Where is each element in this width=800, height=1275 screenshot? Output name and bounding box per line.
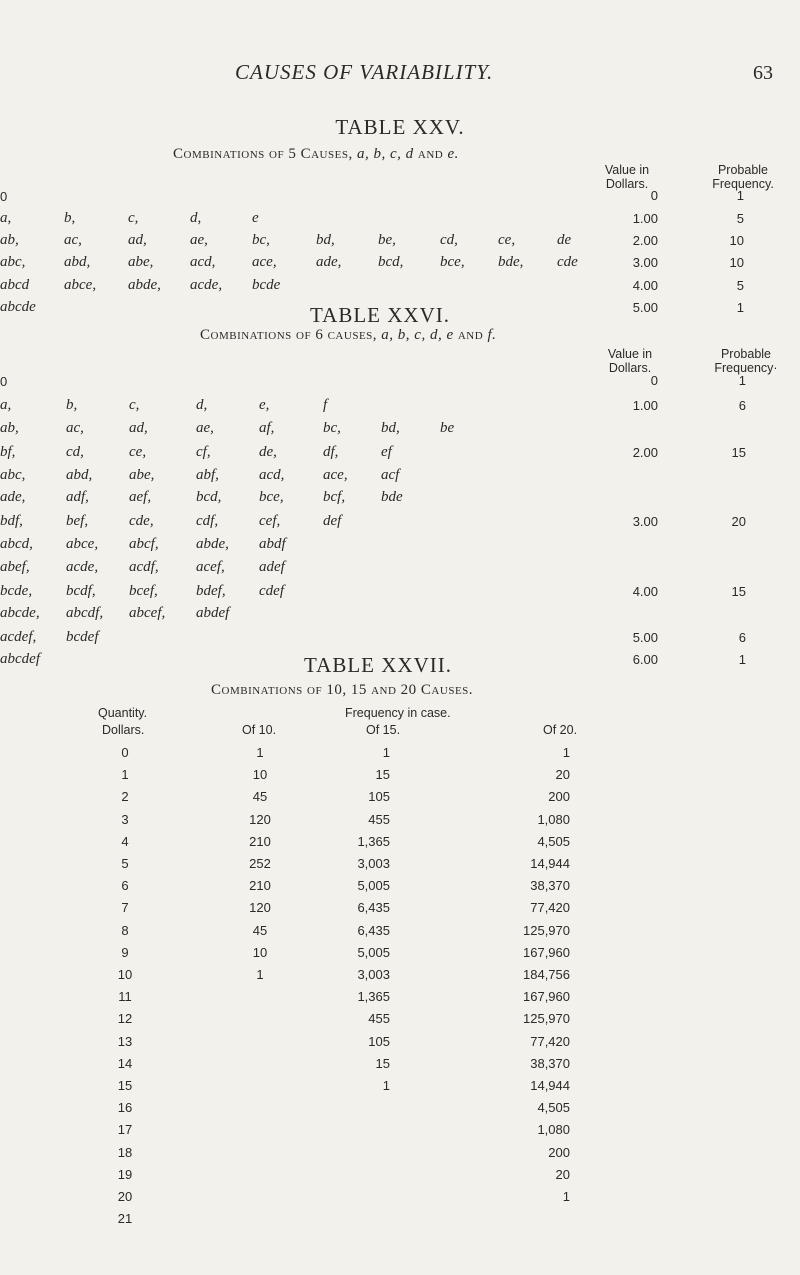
table-25-subtitle-and: and bbox=[417, 146, 444, 162]
page-number: 63 bbox=[753, 62, 773, 84]
of20-cell: 38,370 bbox=[530, 878, 570, 893]
table-25-subtitle bbox=[173, 146, 459, 163]
quantity-cell: 14 bbox=[117, 1056, 133, 1071]
quantity-cell: 19 bbox=[117, 1167, 133, 1182]
combination-cell: bd, bbox=[381, 420, 400, 436]
combination-cell: be bbox=[440, 420, 455, 436]
combination-cell: abd, bbox=[66, 467, 93, 483]
combination-cell: ade, bbox=[0, 489, 26, 505]
table-26-header-frequency: Probable Frequency· bbox=[714, 347, 778, 375]
of15-cell: 3,003 bbox=[357, 856, 390, 871]
value-cell: 2.00 bbox=[632, 445, 658, 460]
of15-cell: 105 bbox=[368, 789, 390, 804]
value-cell: 5.00 bbox=[632, 630, 658, 645]
of15-cell: 6,435 bbox=[357, 923, 390, 938]
combination-cell: ade, bbox=[316, 254, 342, 270]
combination-cell: ce, bbox=[498, 232, 516, 248]
of10-cell: 1 bbox=[256, 967, 264, 982]
combination-cell: bce, bbox=[259, 489, 284, 505]
combination-cell: abe, bbox=[129, 467, 155, 483]
combination-cell: bc, bbox=[252, 232, 270, 248]
table-27-header-of20: Of 20. bbox=[543, 723, 578, 737]
combination-cell: abc, bbox=[0, 254, 26, 270]
combination-cell: abcde, bbox=[0, 605, 40, 621]
of20-cell: 184,756 bbox=[523, 967, 570, 982]
combination-cell: df, bbox=[323, 444, 339, 460]
combination-cell: d, bbox=[190, 210, 202, 226]
of20-cell: 1 bbox=[562, 745, 570, 760]
combination-cell: cde, bbox=[129, 513, 154, 529]
combination-cell: ae, bbox=[196, 420, 214, 436]
combination-cell: ace, bbox=[323, 467, 348, 483]
table-27-header-frequency: Frequency in case. bbox=[345, 706, 451, 720]
combination-cell: abdef bbox=[196, 605, 230, 621]
quantity-cell: 10 bbox=[117, 967, 133, 982]
combination-cell: bf, bbox=[0, 444, 16, 460]
combination-cell: af, bbox=[259, 420, 275, 436]
combination-cell: abcdf, bbox=[66, 605, 104, 621]
table-25-header-value: Value in Dollars. bbox=[604, 163, 650, 191]
combination-cell: ac, bbox=[66, 420, 84, 436]
of10-cell: 210 bbox=[249, 834, 271, 849]
combination-cell: abc, bbox=[0, 467, 26, 483]
combination-cell: be, bbox=[378, 232, 396, 248]
combination-cell: ad, bbox=[129, 420, 148, 436]
combination-cell: acdef, bbox=[0, 629, 37, 645]
combination-cell: ace, bbox=[252, 254, 277, 270]
combination-cell: ad, bbox=[128, 232, 147, 248]
quantity-cell: 6 bbox=[121, 878, 129, 893]
combination-cell: abcd bbox=[0, 277, 30, 293]
quantity-cell: 21 bbox=[117, 1211, 133, 1226]
combination-cell: abde, bbox=[196, 536, 229, 552]
quantity-cell: 5 bbox=[121, 856, 129, 871]
combination-cell: bcef, bbox=[129, 583, 158, 599]
frequency-cell: 1 bbox=[738, 652, 746, 667]
combination-cell: acde, bbox=[66, 559, 99, 575]
combination-cell: bd, bbox=[316, 232, 335, 248]
combination-cell: bcf, bbox=[323, 489, 346, 505]
table-27-header-of10: Of 10. bbox=[242, 723, 277, 737]
combination-cell: e bbox=[252, 210, 259, 226]
quantity-cell: 3 bbox=[121, 812, 129, 827]
combination-cell: bc, bbox=[323, 420, 341, 436]
value-cell: 1.00 bbox=[632, 211, 658, 226]
quantity-cell: 7 bbox=[121, 900, 129, 915]
combination-cell: f bbox=[323, 397, 328, 413]
of20-cell: 200 bbox=[548, 789, 570, 804]
of15-cell: 1,365 bbox=[357, 989, 390, 1004]
combination-cell: de, bbox=[259, 444, 277, 460]
combination-cell: abce, bbox=[64, 277, 97, 293]
combination-cell: cde bbox=[557, 254, 578, 270]
combination-cell: 0 bbox=[0, 189, 8, 204]
combination-cell: cef, bbox=[259, 513, 281, 529]
of20-cell: 14,944 bbox=[530, 1078, 570, 1093]
of10-cell: 120 bbox=[249, 900, 271, 915]
table-25-header-frequency: Probable Frequency. bbox=[712, 163, 774, 191]
combination-cell: abe, bbox=[128, 254, 154, 270]
combination-cell: b, bbox=[64, 210, 76, 226]
combination-cell: bde bbox=[381, 489, 403, 505]
value-cell: 5.00 bbox=[632, 300, 658, 315]
quantity-cell: 9 bbox=[121, 945, 129, 960]
of20-cell: 1,080 bbox=[537, 1122, 570, 1137]
value-cell: 3.00 bbox=[632, 514, 658, 529]
combination-cell: d, bbox=[196, 397, 208, 413]
table-26-subtitle-prefix: Combinations of 6 causes, bbox=[200, 327, 378, 343]
frequency-cell: 15 bbox=[731, 584, 746, 599]
of20-cell: 1,080 bbox=[537, 812, 570, 827]
value-cell: 4.00 bbox=[632, 584, 658, 599]
combination-cell: abcf, bbox=[129, 536, 159, 552]
frequency-cell: 6 bbox=[738, 398, 746, 413]
of15-cell: 1,365 bbox=[357, 834, 390, 849]
combination-cell: abcdef bbox=[0, 651, 40, 667]
of20-cell: 38,370 bbox=[530, 1056, 570, 1071]
combination-cell: acdf, bbox=[129, 559, 159, 575]
quantity-cell: 11 bbox=[118, 989, 132, 1004]
quantity-cell: 4 bbox=[121, 834, 129, 849]
of15-cell: 3,003 bbox=[357, 967, 390, 982]
of15-cell: 455 bbox=[368, 812, 390, 827]
quantity-cell: 16 bbox=[117, 1100, 133, 1115]
combination-cell: cd, bbox=[66, 444, 84, 460]
combination-cell: bdf, bbox=[0, 513, 23, 529]
frequency-cell: 1 bbox=[736, 300, 744, 315]
of20-cell: 4,505 bbox=[537, 1100, 570, 1115]
combination-cell: acd, bbox=[259, 467, 285, 483]
quantity-cell: 20 bbox=[117, 1189, 133, 1204]
table-25-subtitle-last: e. bbox=[447, 146, 459, 162]
of15-cell: 105 bbox=[368, 1034, 390, 1049]
combination-cell: ae, bbox=[190, 232, 208, 248]
of15-cell: 1 bbox=[382, 1078, 390, 1093]
frequency-cell: 10 bbox=[729, 255, 744, 270]
of15-cell: 6,435 bbox=[357, 900, 390, 915]
quantity-cell: 17 bbox=[117, 1122, 133, 1137]
combination-cell: cd, bbox=[440, 232, 458, 248]
combination-cell: acf bbox=[381, 467, 400, 483]
combination-cell: bcd, bbox=[196, 489, 222, 505]
of20-cell: 4,505 bbox=[537, 834, 570, 849]
value-cell: 3.00 bbox=[632, 255, 658, 270]
of20-cell: 20 bbox=[555, 767, 570, 782]
combination-cell: a, bbox=[0, 210, 12, 226]
table-26-title: TABLE XXVI. bbox=[310, 303, 450, 327]
quantity-cell: 13 bbox=[117, 1034, 133, 1049]
quantity-cell: 18 bbox=[117, 1145, 133, 1160]
combination-cell: bde, bbox=[498, 254, 524, 270]
table-25-subtitle-vars: a, b, c, d bbox=[356, 146, 414, 162]
frequency-cell: 5 bbox=[736, 211, 744, 226]
frequency-cell: 1 bbox=[738, 373, 746, 388]
frequency-cell: 1 bbox=[736, 188, 744, 203]
table-25-title: TABLE XXV. bbox=[335, 115, 465, 139]
quantity-cell: 12 bbox=[117, 1011, 133, 1026]
combination-cell: 0 bbox=[0, 374, 8, 389]
value-cell: 6.00 bbox=[632, 652, 658, 667]
frequency-cell: 6 bbox=[738, 630, 746, 645]
of15-cell: 15 bbox=[375, 1056, 390, 1071]
value-cell: 0 bbox=[650, 373, 658, 388]
combination-cell: abd, bbox=[64, 254, 91, 270]
table-27-title: TABLE XXVII. bbox=[304, 653, 452, 677]
quantity-cell: 0 bbox=[121, 745, 129, 760]
of20-cell: 125,970 bbox=[523, 923, 570, 938]
of10-cell: 1 bbox=[256, 745, 264, 760]
of15-cell: 1 bbox=[382, 745, 390, 760]
quantity-cell: 1 bbox=[121, 767, 129, 782]
combination-cell: abef, bbox=[0, 559, 30, 575]
combination-cell: abcd, bbox=[0, 536, 33, 552]
table-26-subtitle-last: f. bbox=[487, 327, 497, 343]
frequency-cell: 5 bbox=[736, 278, 744, 293]
quantity-cell: 8 bbox=[121, 923, 129, 938]
combination-cell: abdf bbox=[259, 536, 286, 552]
combination-cell: adf, bbox=[66, 489, 89, 505]
table-26-subtitle-vars: a, b, c, d, e bbox=[381, 327, 454, 343]
of10-cell: 10 bbox=[252, 945, 268, 960]
combination-cell: bef, bbox=[66, 513, 89, 529]
combination-cell: acef, bbox=[196, 559, 225, 575]
value-cell: 1.00 bbox=[632, 398, 658, 413]
of15-cell: 15 bbox=[375, 767, 390, 782]
of20-cell: 77,420 bbox=[530, 1034, 570, 1049]
of15-cell: 5,005 bbox=[357, 878, 390, 893]
combination-cell: abde, bbox=[128, 277, 161, 293]
combination-cell: aef, bbox=[129, 489, 152, 505]
combination-cell: bdef, bbox=[196, 583, 226, 599]
combination-cell: bce, bbox=[440, 254, 465, 270]
combination-cell: adef bbox=[259, 559, 285, 575]
of20-cell: 167,960 bbox=[523, 989, 570, 1004]
combination-cell: c, bbox=[128, 210, 139, 226]
combination-cell: def bbox=[323, 513, 342, 529]
combination-cell: e, bbox=[259, 397, 270, 413]
of20-cell: 77,420 bbox=[530, 900, 570, 915]
combination-cell: b, bbox=[66, 397, 78, 413]
combination-cell: bcdef bbox=[66, 629, 99, 645]
value-cell: 2.00 bbox=[632, 233, 658, 248]
combination-cell: acde, bbox=[190, 277, 223, 293]
of20-cell: 20 bbox=[555, 1167, 570, 1182]
frequency-cell: 10 bbox=[729, 233, 744, 248]
of20-cell: 167,960 bbox=[523, 945, 570, 960]
table-27-header-dollars: Dollars. bbox=[102, 723, 145, 737]
of20-cell: 200 bbox=[548, 1145, 570, 1160]
combination-cell: cdf, bbox=[196, 513, 219, 529]
combination-cell: abce, bbox=[66, 536, 99, 552]
of20-cell: 125,970 bbox=[523, 1011, 570, 1026]
of15-cell: 5,005 bbox=[357, 945, 390, 960]
of10-cell: 10 bbox=[252, 767, 268, 782]
combination-cell: ce, bbox=[129, 444, 147, 460]
combination-cell: a, bbox=[0, 397, 12, 413]
of10-cell: 252 bbox=[249, 856, 271, 871]
table-25-subtitle-prefix: Combinations of 5 Causes, bbox=[173, 146, 353, 162]
combination-cell: cdef bbox=[259, 583, 284, 599]
combination-cell: acd, bbox=[190, 254, 216, 270]
combination-cell: ab, bbox=[0, 420, 19, 436]
combination-cell: de bbox=[557, 232, 572, 248]
of10-cell: 210 bbox=[249, 878, 271, 893]
combination-cell: abcef, bbox=[129, 605, 166, 621]
of10-cell: 45 bbox=[252, 789, 268, 804]
table-26-subtitle bbox=[200, 327, 496, 344]
quantity-cell: 2 bbox=[121, 789, 129, 804]
combination-cell: bcde bbox=[252, 277, 281, 293]
combination-cell: ac, bbox=[64, 232, 82, 248]
table-26-header-value: Value in Dollars. bbox=[607, 347, 653, 375]
combination-cell: abcde bbox=[0, 299, 36, 315]
combination-cell: cf, bbox=[196, 444, 211, 460]
of10-cell: 120 bbox=[249, 812, 271, 827]
combination-cell: bcd, bbox=[378, 254, 404, 270]
frequency-cell: 20 bbox=[731, 514, 746, 529]
table-27-subtitle: Combinations of 10, 15 and 20 Causes. bbox=[211, 682, 474, 698]
of20-cell: 14,944 bbox=[530, 856, 570, 871]
of15-cell: 455 bbox=[368, 1011, 390, 1026]
combination-cell: ef bbox=[381, 444, 392, 460]
combination-cell: abf, bbox=[196, 467, 219, 483]
frequency-cell: 15 bbox=[731, 445, 746, 460]
combination-cell: bcde, bbox=[0, 583, 33, 599]
combination-cell: c, bbox=[129, 397, 140, 413]
table-27-header-of15: Of 15. bbox=[366, 723, 401, 737]
value-cell: 0 bbox=[650, 188, 658, 203]
table-26-subtitle-and: and bbox=[457, 327, 484, 343]
running-head-title: CAUSES OF VARIABILITY. bbox=[235, 60, 494, 84]
value-cell: 4.00 bbox=[632, 278, 658, 293]
of10-cell: 45 bbox=[252, 923, 268, 938]
combination-cell: bcdf, bbox=[66, 583, 96, 599]
table-27-header-quantity: Quantity. bbox=[98, 706, 148, 720]
of20-cell: 1 bbox=[562, 1189, 570, 1204]
combination-cell: ab, bbox=[0, 232, 19, 248]
quantity-cell: 15 bbox=[117, 1078, 133, 1093]
